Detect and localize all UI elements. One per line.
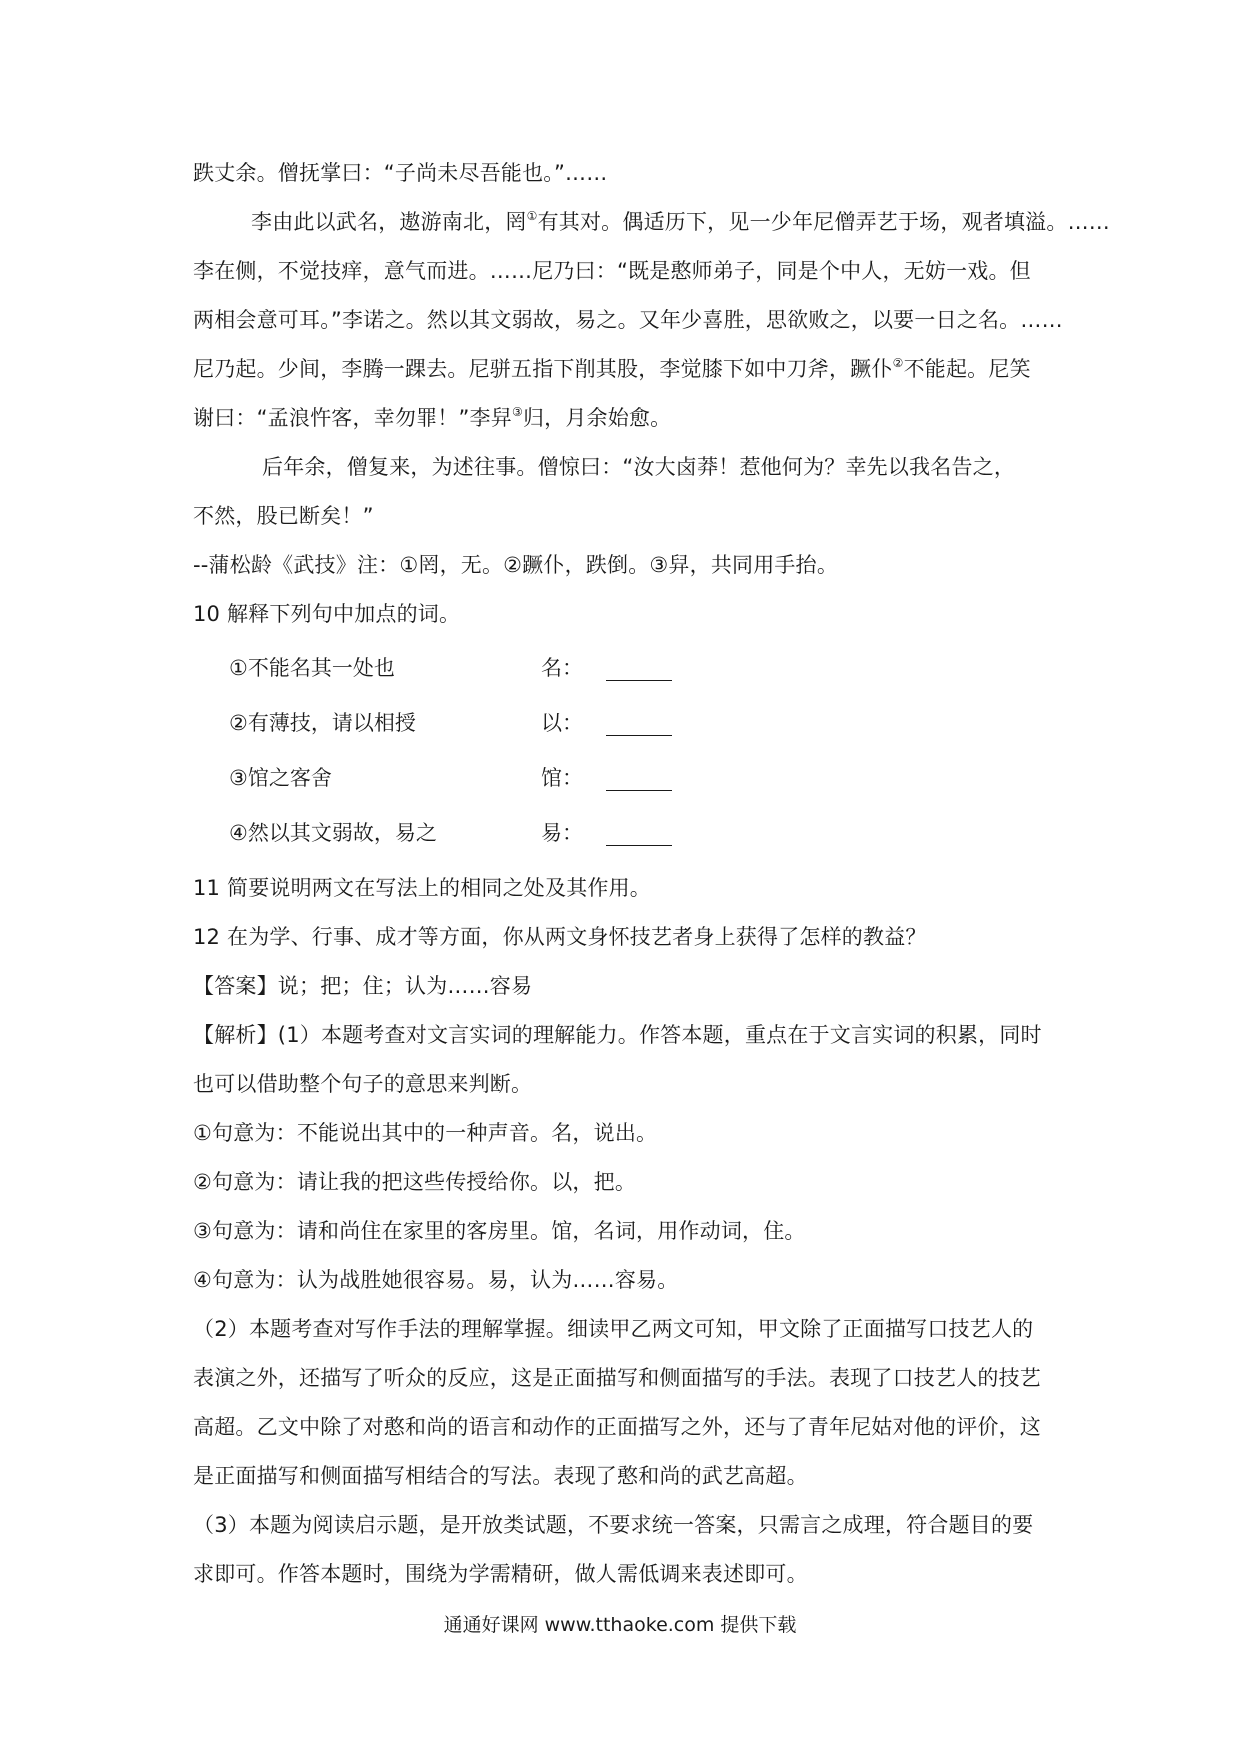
analysis-line-1: 【解析】(1）本题考查对文言实词的理解能力。作答本题，重点在于文言实词的积累，同时 — [193, 1023, 1042, 1047]
question-10-item-2: ②有薄技，请以相授 — [229, 711, 416, 735]
passage-line-5 — [193, 354, 1031, 384]
question-10-item-3-word: 馆： — [541, 766, 583, 790]
passage-line-2-part-a: 李由此以武名，遨游南北，罔 — [251, 210, 527, 234]
analysis-part-2-line-1: （2）本题考查对写作手法的理解掌握。细读甲乙两文可知，甲文除了正面描写口技艺人的 — [193, 1317, 1034, 1341]
note-mark-3: ③ — [511, 405, 523, 419]
analysis-sentence-2: ②句意为：请让我的把这些传授给你。以，把。 — [193, 1170, 637, 1194]
note-mark-1: ① — [526, 209, 538, 223]
footer-download-notice: 通通好课网 www.tthaoke.com 提供下载 — [443, 1614, 797, 1636]
question-10-item-4-word: 易： — [541, 821, 583, 845]
analysis-sentence-3: ③句意为：请和尚住在家里的客房里。馆，名词，用作动词，住。 — [193, 1219, 806, 1243]
passage-line-6 — [193, 403, 671, 433]
answer-blank-4 — [606, 845, 672, 846]
analysis-line-2: 也可以借助整个句子的意思来判断。 — [193, 1072, 533, 1096]
analysis-sentence-4: ④句意为：认为战胜她很容易。易，认为……容易。 — [193, 1268, 679, 1292]
analysis-part-2-line-4: 是正面描写和侧面描写相结合的写法。表现了憨和尚的武艺高超。 — [193, 1464, 808, 1488]
passage-line-8: 不然，股已断矣！” — [193, 504, 374, 528]
passage-line-4: 两相会意可耳。”李诺之。然以其文弱故，易之。又年少喜胜，思欲败之，以要一日之名。…… — [193, 308, 1063, 332]
passage-line-6-part-b: 归，月余始愈。 — [522, 406, 672, 430]
question-10-item-4: ④然以其文弱故，易之 — [229, 821, 437, 845]
passage-line-5-part-b: 不能起。尼笑 — [903, 357, 1031, 381]
answer-line: 【答案】说；把；住；认为……容易 — [193, 974, 533, 998]
question-10-item-3: ③馆之客舍 — [229, 766, 332, 790]
passage-line-7: 后年余，僧复来，为述往事。僧惊曰：“汝大卤莽！惹他何为？幸先以我名告之， — [262, 455, 1016, 479]
answer-blank-1 — [606, 680, 672, 681]
analysis-part-3-line-1: （3）本题为阅读启示题，是开放类试题，不要求统一答案，只需言之成理，符合题目的要 — [193, 1513, 1034, 1537]
question-10-item-1-word: 名： — [541, 656, 583, 680]
answer-blank-2 — [606, 735, 672, 736]
analysis-sentence-1: ①句意为：不能说出其中的一种声音。名，说出。 — [193, 1121, 658, 1145]
question-11: 11 简要说明两文在写法上的相同之处及其作用。 — [193, 876, 651, 900]
question-12: 12 在为学、行事、成才等方面，你从两文身怀技艺者身上获得了怎样的教益？ — [193, 925, 927, 949]
note-mark-2: ② — [892, 356, 904, 370]
passage-line-5-part-a: 尼乃起。少间，李腾一踝去。尼骈五指下削其股，李觉膝下如中刀斧，蹶仆 — [193, 357, 893, 381]
analysis-part-3-line-2: 求即可。作答本题时，围绕为学需精研，做人需低调来表述即可。 — [193, 1562, 808, 1586]
question-10-item-1: ①不能名其一处也 — [229, 656, 395, 680]
answer-blank-3 — [606, 790, 672, 791]
passage-line-2-part-b: 有其对。偶适历下，见一少年尼僧弄艺于场，观者填溢。…… — [537, 210, 1110, 234]
passage-line-6-part-a: 谢曰：“孟浪忤客，幸勿罪！”李舁 — [193, 406, 512, 430]
passage-line-1: 跌丈余。僧抚掌曰：“子尚未尽吾能也。”…… — [193, 161, 608, 185]
question-10-prompt: 10 解释下列句中加点的词。 — [193, 602, 461, 626]
analysis-part-2-line-3: 高超。乙文中除了对憨和尚的语言和动作的正面描写之外，还与了青年尼姑对他的评价，这 — [193, 1415, 1041, 1439]
question-10-item-2-word: 以： — [541, 711, 583, 735]
source-note: --蒲松龄《武技》注：①罔，无。②蹶仆，跌倒。③舁，共同用手抬。 — [193, 553, 839, 577]
analysis-part-2-line-2: 表演之外，还描写了听众的反应，这是正面描写和侧面描写的手法。表现了口技艺人的技艺 — [193, 1366, 1041, 1390]
passage-line-3: 李在侧，不觉技痒，意气而进。……尼乃曰：“既是憨师弟子，同是个中人，无妨一戏。但 — [193, 259, 1031, 283]
passage-line-2 — [251, 207, 1110, 237]
